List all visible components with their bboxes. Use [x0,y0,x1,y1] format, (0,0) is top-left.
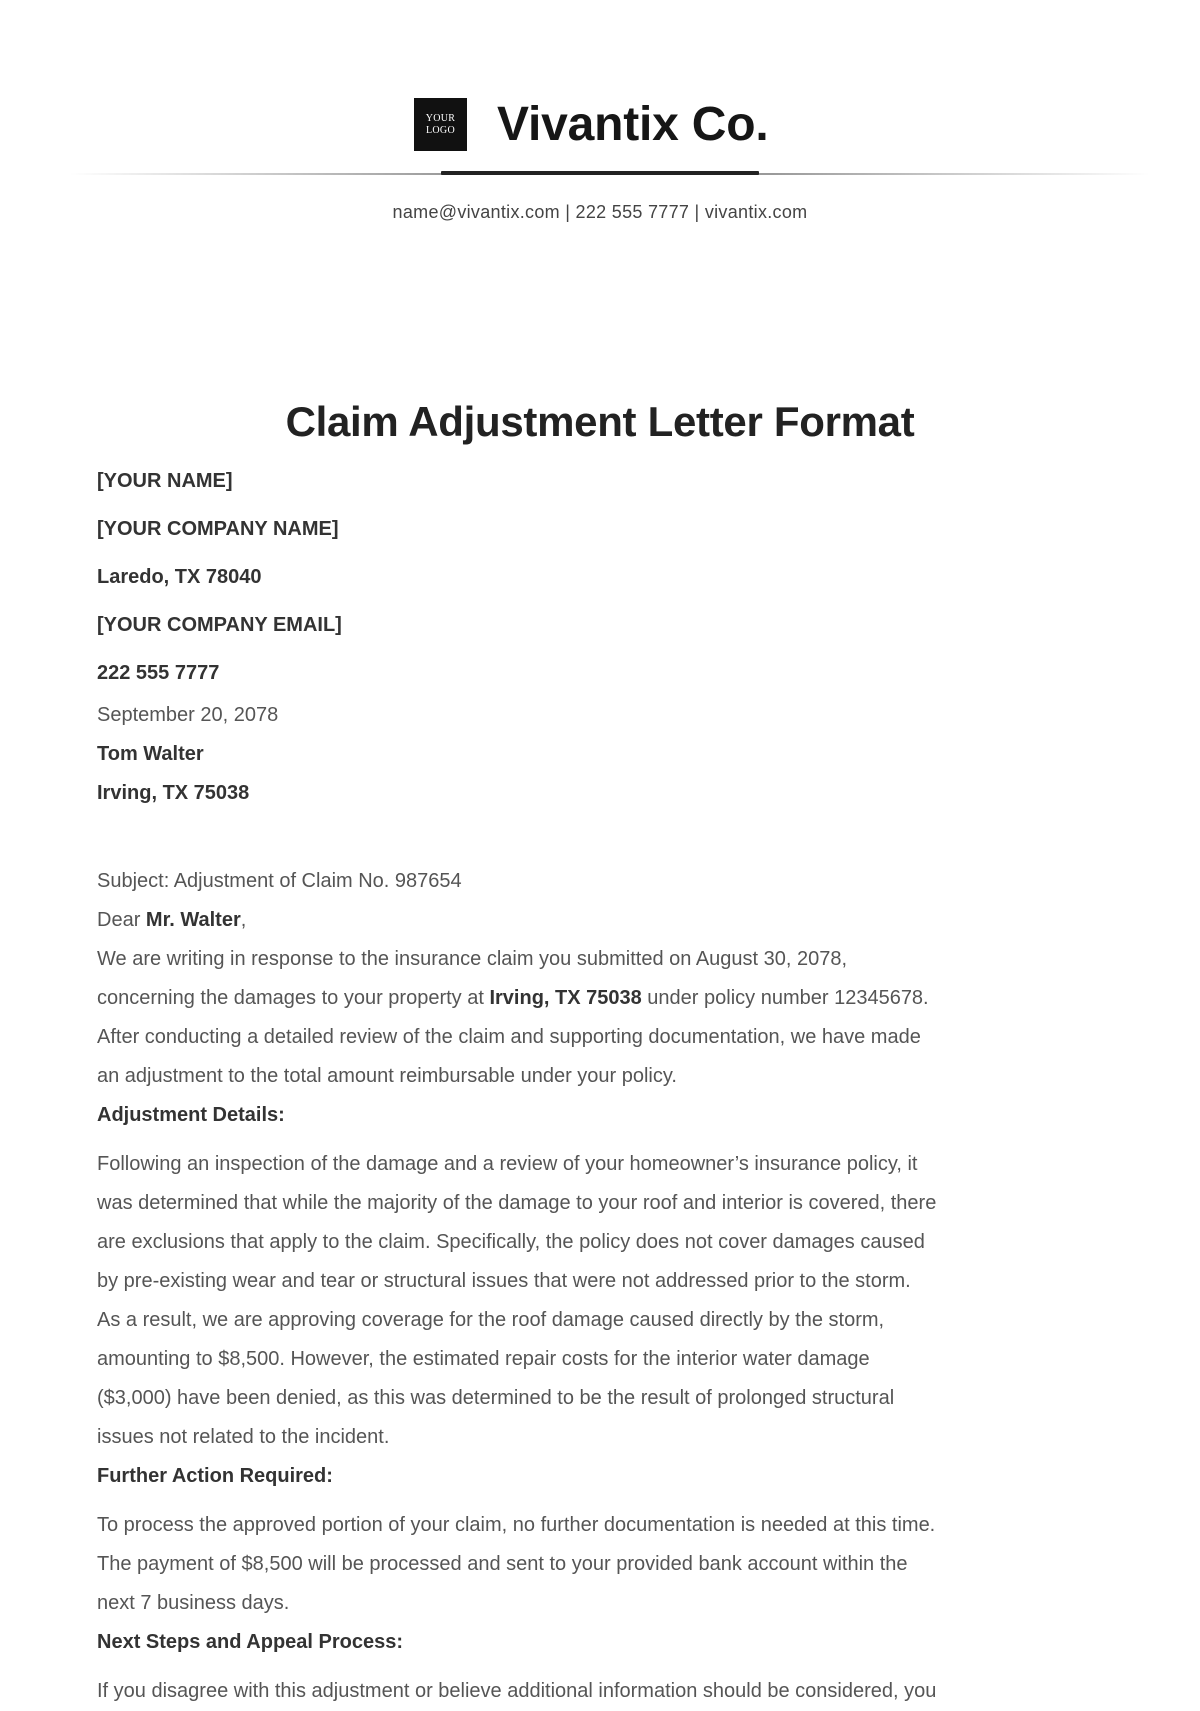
paragraph-line: The payment of $8,500 will be processed and sent to your provided bank account within the [97,1553,908,1575]
intro-line [97,1018,1097,1057]
logo-text-line1: YOUR [425,112,456,124]
intro-line [97,1057,1097,1096]
salutation-suffix: , [240,909,247,931]
letter-body [97,862,1097,1711]
sender-phone: 222 555 7777 [97,662,220,684]
letter-date: September 20, 2078 [97,704,279,726]
intro-paragraph [97,940,1097,1096]
company-name: Vivantix Co. [497,98,769,151]
intro-text: under policy number 12345678. [641,987,929,1009]
contact-line: name@vivantix.com | 222 555 7777 | vivantix.com [392,202,808,222]
paragraph-line: amounting to $8,500. However, the estimated repair costs for the interior water damage [97,1348,870,1370]
brand [414,98,768,151]
sender-email: [YOUR COMPANY EMAIL] [97,614,342,636]
intro-text: concerning the damages to your property at [97,987,490,1009]
company-logo [414,98,467,151]
sender-address: Laredo, TX 78040 [97,566,262,588]
next-steps-paragraph [97,1672,1097,1711]
paragraph-line: was determined that while the majority of the damage to your roof and interior is covered, there [97,1192,937,1214]
intro-text: We are writing in response to the insurance claim you submitted on August 30, 2078, [97,948,848,970]
section-heading-adjustment-details: Adjustment Details: [97,1104,285,1126]
recipient-name: Tom Walter [97,743,204,765]
document-title: Claim Adjustment Letter Format [285,398,915,445]
section-heading-next-steps: Next Steps and Appeal Process: [97,1631,404,1653]
date-recipient-block [97,696,1097,813]
salutation-prefix: Dear [97,909,146,931]
sender-block [97,457,1097,697]
paragraph-line: ($3,000) have been denied, as this was determined to be the result of prolonged structural [97,1387,895,1409]
sender-company: [YOUR COMPANY NAME] [97,518,339,540]
paragraph-line: next 7 business days. [97,1592,290,1614]
logo-text-line2: LOGO [426,124,455,136]
intro-text: an adjustment to the total amount reimbursable under your policy. [97,1065,677,1087]
paragraph-line: by pre-existing wear and tear or structural issues that were not addressed prior to the storm. [97,1270,911,1292]
further-action-paragraph [97,1506,1097,1623]
adjustment-details-paragraph [97,1145,1097,1457]
paragraph-line: If you disagree with this adjustment or believe additional information should be considered, you [97,1680,937,1702]
header-divider-accent [441,171,759,175]
property-address: Irving, TX 75038 [489,987,642,1009]
intro-line [97,940,1097,979]
section-heading-further-action: Further Action Required: [97,1465,333,1487]
intro-text: After conducting a detailed review of the claim and supporting documentation, we have made [97,1026,921,1048]
salutation-name: Mr. Walter [145,909,241,931]
paragraph-line: are exclusions that apply to the claim. Specifically, the policy does not cover damages caused [97,1231,925,1253]
salutation [97,901,1097,940]
paragraph-line: issues not related to the incident. [97,1426,390,1448]
paragraph-line: As a result, we are approving coverage for the roof damage caused directly by the storm, [97,1309,885,1331]
intro-line [97,979,1097,1018]
paragraph-line: Following an inspection of the damage and a review of your homeowner’s insurance policy, it [97,1153,918,1175]
sender-name: [YOUR NAME] [97,470,233,492]
recipient-address: Irving, TX 75038 [97,782,250,804]
subject-line: Subject: Adjustment of Claim No. 987654 [97,870,462,892]
paragraph-line: To process the approved portion of your claim, no further documentation is needed at this time. [97,1514,936,1536]
